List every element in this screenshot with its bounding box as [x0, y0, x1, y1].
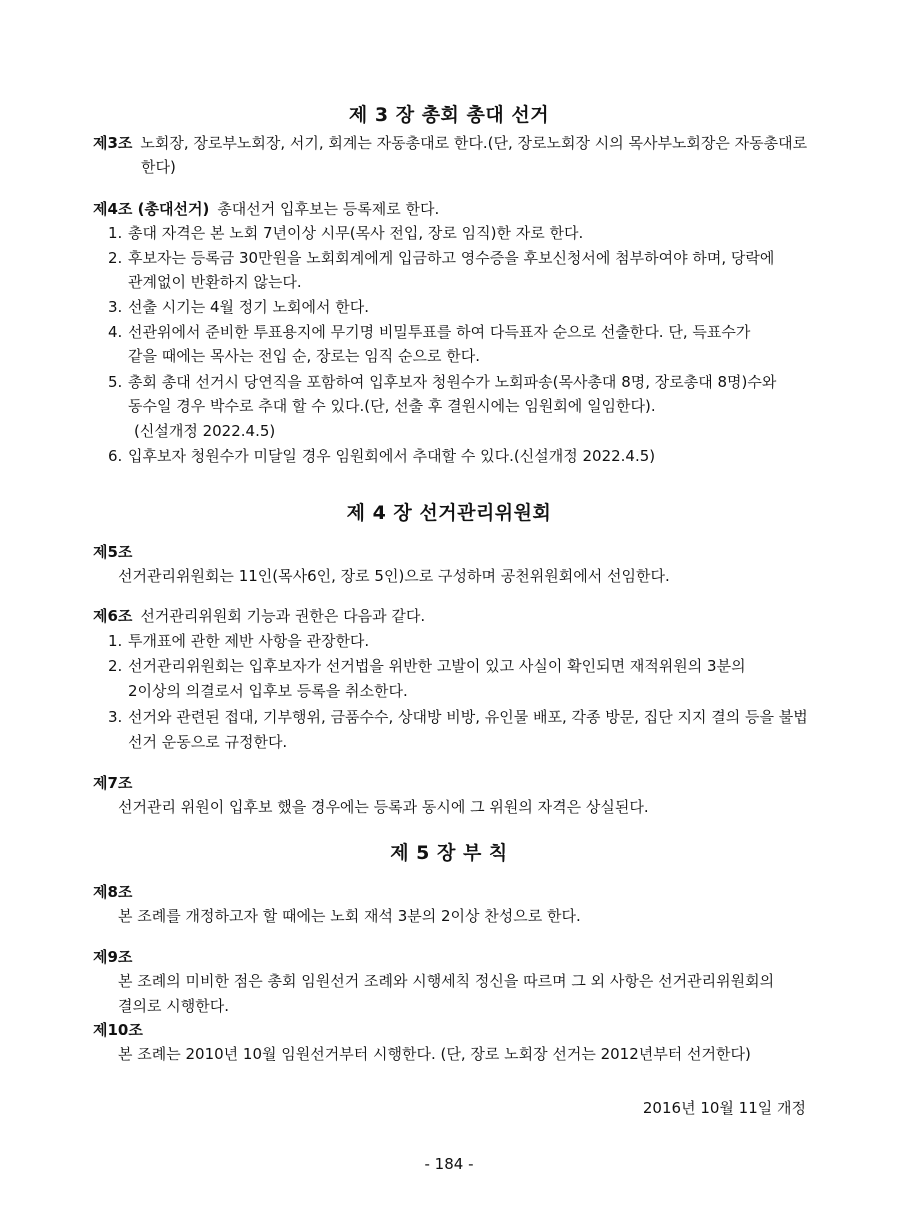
article-4-label: 제4조 (총대선거) [93, 200, 210, 218]
article-10-label: 제10조 [93, 1021, 143, 1039]
article-4-item-5-cont: 동수일 경우 박수로 추대 할 수 있다.(단, 선출 후 결원시에는 임원회에 일임한다). [128, 397, 656, 415]
article-9-label: 제9조 [93, 948, 133, 966]
article-7-text: 선거관리 위원이 입후보 했을 경우에는 등록과 동시에 그 위원의 자격은 상실된다. [118, 798, 649, 816]
article-6-item-1: 1. 투개표에 관한 제반 사항을 관장한다. [108, 632, 370, 650]
article-3-text-1: 노회장, 장로부노회장, 서기, 회계는 자동총대로 한다.(단, 장로노회장 시의 목사부노회장은 자동총대로 [140, 134, 808, 152]
article-4-item-1: 1. 총대 자격은 본 노회 7년이상 시무(목사 전입, 장로 임직)한 자로 한다. [108, 224, 584, 242]
article-5-text: 선거관리위원회는 11인(목사6인, 장로 5인)으로 구성하며 공천위원회에서 선임한다. [118, 567, 670, 585]
article-4-item-5: 5. 총회 총대 선거시 당연직을 포함하여 입후보자 청원수가 노회파송(목사총대 8명, 장로총대 8명)수와 [108, 373, 777, 391]
chapter-5-title: 제 5 장 부 칙 [390, 842, 508, 864]
article-4-intro: 총대선거 입후보는 등록제로 한다. [217, 200, 440, 218]
chapter-3-title: 제 3 장 총회 총대 선거 [348, 104, 550, 126]
article-6-item-3: 3. 선거와 관련된 접대, 기부행위, 금품수수, 상대방 비방, 유인물 배포, 각종 방문, 집단 지지 결의 등을 불법 [108, 708, 808, 726]
article-6-item-3-cont: 선거 운동으로 규정한다. [128, 733, 288, 751]
article-4-item-6: 6. 입후보자 청원수가 미달일 경우 임원회에서 추대할 수 있다.(신설개정 2022.4.5) [108, 447, 656, 465]
article-4-item-2: 2. 후보자는 등록금 30만원을 노회회계에게 입금하고 영수증을 후보신청서에 첨부하여야 하며, 당락에 [108, 249, 775, 267]
article-4-item-2-cont: 관계없이 반환하지 않는다. [128, 273, 302, 291]
article-6 [93, 606, 425, 626]
article-6-intro: 선거관리위원회 기능과 권한은 다음과 같다. [140, 607, 426, 625]
revision-date: 2016년 10월 11일 개정 [642, 1099, 806, 1117]
article-6-item-2: 2. 선거관리위원회는 입후보자가 선거법을 위반한 고발이 있고 사실이 확인되면 재적위원의 3분의 [108, 657, 746, 675]
article-4-item-3: 3. 선출 시기는 4월 정기 노회에서 한다. [108, 298, 370, 316]
article-4 [93, 199, 439, 219]
article-6-item-2-cont: 2이상의 의결로서 입후보 등록을 취소한다. [128, 682, 408, 700]
article-5-label: 제5조 [93, 543, 133, 561]
article-4-item-5-note: (신설개정 2022.4.5) [134, 422, 276, 440]
article-3-text-2: 한다) [141, 158, 176, 176]
article-6-label: 제6조 [93, 607, 133, 625]
chapter-4-title: 제 4 장 선거관리위원회 [346, 502, 552, 524]
article-8-label: 제8조 [93, 883, 133, 901]
article-4-item-4-cont: 같을 때에는 목사는 전입 순, 장로는 임직 순으로 한다. [128, 347, 480, 365]
article-3-label: 제3조 [93, 134, 133, 152]
page-number: - 184 - [424, 1155, 474, 1173]
article-9-text-1: 본 조례의 미비한 점은 총회 임원선거 조례와 시행세칙 정신을 따르며 그 외 사항은 선거관리위원회의 [118, 972, 775, 990]
article-4-item-4: 4. 선관위에서 준비한 투표용지에 무기명 비밀투표를 하여 다득표자 순으로 선출한다. 단, 득표수가 [108, 323, 751, 341]
article-3 [93, 133, 807, 153]
article-7-label: 제7조 [93, 774, 133, 792]
article-10-text: 본 조례는 2010년 10월 임원선거부터 시행한다. (단, 장로 노회장 선거는 2012년부터 선거한다) [118, 1045, 751, 1063]
article-8-text: 본 조례를 개정하고자 할 때에는 노회 재석 3분의 2이상 찬성으로 한다. [118, 907, 581, 925]
article-9-text-2: 결의로 시행한다. [118, 997, 229, 1015]
